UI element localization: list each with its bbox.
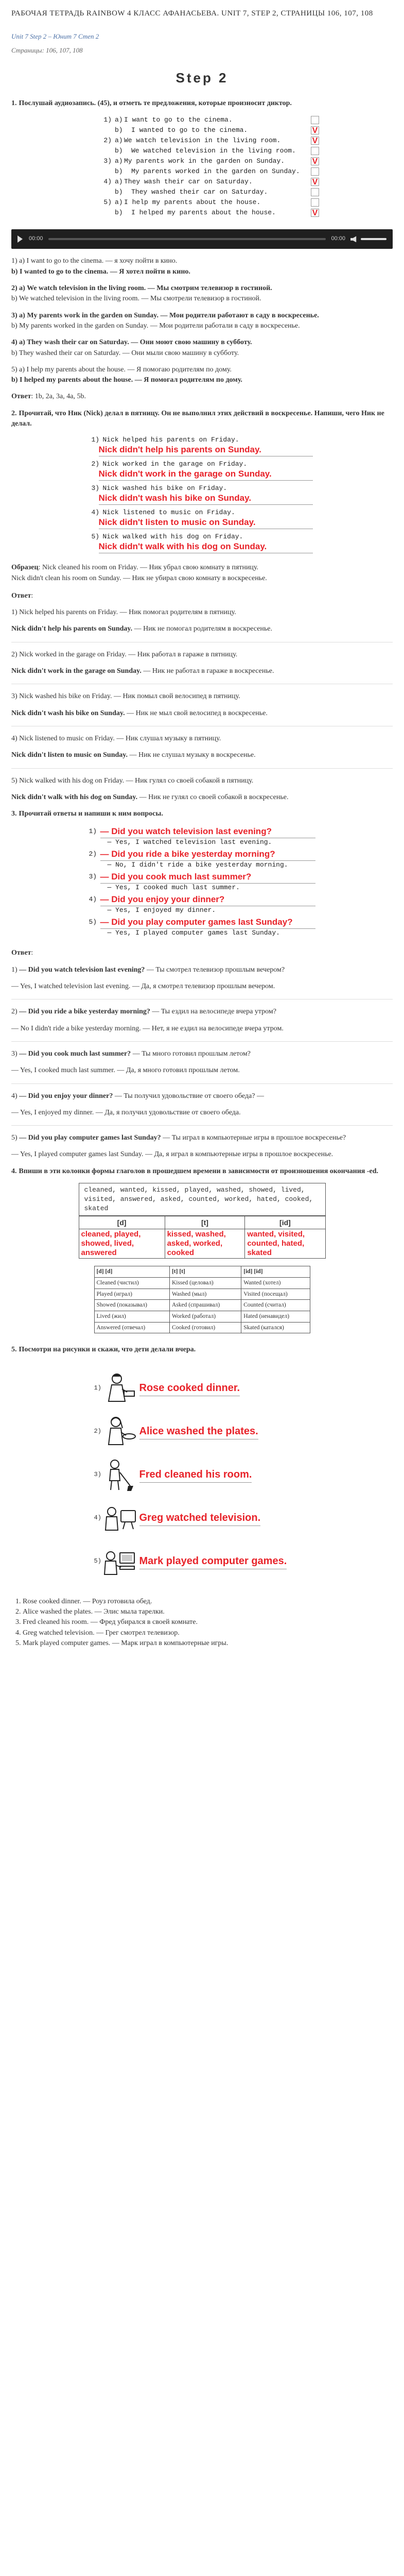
verb-columns xyxy=(79,1216,326,1259)
ex3-question xyxy=(89,893,315,906)
answer-item: 2. Alice washed the plates. — Элис мыла тарелки. xyxy=(23,1607,393,1617)
ex1-item xyxy=(85,115,319,125)
boy-watching-tv-icon xyxy=(101,1500,137,1536)
ex3-answers xyxy=(11,965,393,1160)
answer-bold: Nick didn't listen to music on Sunday. xyxy=(11,751,128,759)
checkbox[interactable]: V xyxy=(311,126,319,134)
ex3-question xyxy=(89,848,315,860)
ex2-prompt xyxy=(92,460,313,469)
answer-question xyxy=(11,1007,393,1017)
answer-translation: — Ты смотрел телевизор прошлым вечером? xyxy=(145,965,285,974)
table-cell: Cooked (готовил) xyxy=(169,1322,241,1333)
table-header: [d] [d] xyxy=(94,1266,169,1278)
written-answer: Nick didn't wash his bike on Sunday. xyxy=(99,493,313,505)
table-cell: Skated (катался) xyxy=(241,1322,310,1333)
item-number: 1) xyxy=(103,116,112,124)
play-icon[interactable] xyxy=(17,235,23,243)
item-letter: a) xyxy=(115,198,123,206)
ex3-question xyxy=(89,871,315,883)
table-cell: Wanted (хотел) xyxy=(241,1277,310,1289)
answer-sentence xyxy=(11,792,393,803)
answer-reply: — Yes, I watched television last evening. — Да, я смотрел телевизор прошлым вечером. xyxy=(11,982,275,991)
written-question: — Did you cook much last summer? xyxy=(100,871,315,884)
answer-item: 1. Rose cooked dinner. — Роуз готовила обед. xyxy=(23,1597,393,1607)
girl-washing-plates-icon xyxy=(101,1414,137,1450)
answer-translation: — Ты играл в компьютерные игры в прошлое воскресенье? xyxy=(161,1134,346,1142)
item-text: Nick washed his bike on Friday. xyxy=(102,484,227,493)
picture-caption: Greg watched television. xyxy=(139,1511,261,1526)
ex1-item xyxy=(85,208,319,218)
item-number: 4) xyxy=(89,895,97,904)
answer-translation: — Ты ездил на велосипеде вчера утром? xyxy=(150,1008,276,1016)
verb-bank: cleaned, wanted, kissed, played, washed, showed, lived, visited, answered, asked, counted, worked, hated, cooked, skated xyxy=(79,1183,326,1216)
item-number: 1) xyxy=(89,827,97,836)
item-number: 4) xyxy=(103,178,112,185)
given-answer: — Yes, I cooked much last summer. xyxy=(107,884,240,892)
audio-current-time: 00:00 xyxy=(29,235,43,242)
ex1-item xyxy=(85,146,319,156)
checkbox[interactable]: V xyxy=(311,157,319,165)
checkbox[interactable]: V xyxy=(311,209,319,217)
page-numbers: Страницы: 106, 107, 108 xyxy=(11,46,83,54)
breadcrumb[interactable]: Unit 7 Step 2 – Юнит 7 Степ 2 xyxy=(11,32,99,40)
given-answer: — Yes, I enjoyed my dinner. xyxy=(107,906,216,914)
answer-question xyxy=(11,1133,393,1143)
answer-item: 4. Greg watched television. — Грег смотрел телевизор. xyxy=(23,1628,393,1638)
answer-prefix: 5) xyxy=(11,1134,20,1142)
ex2-prompt xyxy=(92,508,313,517)
col-t-answers: kissed, washed, asked, worked, cooked xyxy=(165,1229,245,1259)
ex2-answer-label: Ответ: xyxy=(11,591,33,600)
answer-bold: — Did you watch television last evening? xyxy=(19,965,145,974)
answer-prefix: 1) xyxy=(11,965,20,974)
step-heading: Step 2 xyxy=(175,70,229,86)
divider xyxy=(11,1083,393,1084)
ex3-question xyxy=(89,916,315,928)
volume-slider[interactable] xyxy=(361,238,387,240)
item-text: I help my parents about the house. xyxy=(124,198,261,206)
written-question: — Did you enjoy your dinner? xyxy=(100,893,315,907)
answer-question xyxy=(11,1091,393,1101)
item-letter: b) xyxy=(115,167,123,175)
written-answer: Nick didn't work in the garage on Sunday. xyxy=(99,469,313,481)
given-answer: — Yes, I played computer games last Sunday. xyxy=(107,929,280,937)
item-text: They wash their car on Saturday. xyxy=(124,178,253,185)
ex1-answer: Ответ: 1b, 2a, 3a, 4a, 5b. xyxy=(11,393,86,401)
table-row xyxy=(94,1300,310,1311)
item-text: Nick walked with his dog on Friday. xyxy=(102,533,243,541)
checkbox[interactable]: V xyxy=(311,137,319,145)
answer-sentence xyxy=(11,750,393,760)
ex1-item xyxy=(85,197,319,208)
translation-pair xyxy=(11,365,393,386)
item-text: We watch television in the living room. xyxy=(124,137,281,144)
translation-b: b) They washed their car on Saturday. — Они мыли свою машину в субботу. xyxy=(11,349,239,357)
answer-question: 4) Nick listened to music on Friday. — Ник слушал музыку в пятницу. xyxy=(11,734,221,742)
given-answer: — No, I didn't ride a bike yesterday morning. xyxy=(107,861,288,869)
picture-caption: Alice washed the plates. xyxy=(139,1424,258,1439)
checkbox[interactable] xyxy=(311,188,319,196)
answer-reply: — No I didn't ride a bike yesterday morning. — Нет, я не ездил на велосипеде вчера утром. xyxy=(11,1024,284,1032)
translation-a: 1) a) I want to go to the cinema. — я хочу пойти в кино. xyxy=(11,257,178,265)
item-number: 2) xyxy=(103,137,112,144)
picture-item xyxy=(94,1410,310,1453)
table-header: [t] [t] xyxy=(169,1266,241,1278)
answer-bold: — Did you cook much last summer? xyxy=(19,1049,131,1058)
table-cell: Showed (показывал) xyxy=(94,1300,169,1311)
ex5-pictures xyxy=(94,1367,310,1583)
boy-cleaning-icon xyxy=(101,1457,137,1493)
ex1-worksheet xyxy=(85,115,319,218)
ex3-answer-label: Ответ: xyxy=(11,949,33,957)
translation-b: b) I helped my parents about the house. — Я помогал родителям по дому. xyxy=(11,376,242,384)
ex1-item xyxy=(85,177,319,187)
table-cell: Visited (посещал) xyxy=(241,1289,310,1300)
divider xyxy=(11,768,393,769)
translation-b: b) I wanted to go to the cinema. — Я хотел пойти в кино. xyxy=(11,267,190,276)
table-cell: Answered (отвечал) xyxy=(94,1322,169,1333)
answer-bold: — Did you enjoy your dinner? xyxy=(19,1092,113,1100)
table-cell: Asked (спрашивал) xyxy=(169,1300,241,1311)
col-id-answers: wanted, visited, counted, hated, skated xyxy=(245,1229,325,1259)
ex2-answers xyxy=(11,607,393,803)
girl-cooking-icon xyxy=(101,1370,137,1406)
ex1-translations xyxy=(11,256,393,385)
table-cell: Hated (ненавидел) xyxy=(241,1311,310,1322)
checkbox[interactable] xyxy=(311,198,319,207)
answer-bold: — Did you ride a bike yesterday morning? xyxy=(19,1008,150,1016)
table-header: [id] [id] xyxy=(241,1266,310,1278)
table-row xyxy=(94,1289,310,1300)
translation-a: 4) a) They wash their car on Saturday. — Они моют свою машину в субботу. xyxy=(11,338,252,347)
table-row xyxy=(94,1277,310,1289)
translation-pair xyxy=(11,311,393,332)
given-answer: — Yes, I watched television last evening. xyxy=(107,838,272,846)
item-number: 4) xyxy=(94,1514,101,1521)
ex1-item xyxy=(85,125,319,135)
translation-pair xyxy=(11,256,393,277)
table-cell: Washed (мыл) xyxy=(169,1289,241,1300)
written-answer: Nick didn't listen to music on Sunday. xyxy=(99,517,313,529)
item-number: 5) xyxy=(91,533,100,541)
answer-sentence xyxy=(11,666,393,676)
answer-question xyxy=(11,1049,393,1059)
item-text: We watched television in the living room. xyxy=(131,147,296,155)
answer-sentence xyxy=(11,708,393,719)
item-number: 5) xyxy=(94,1557,101,1565)
item-number: 1) xyxy=(94,1384,101,1392)
ex1-item xyxy=(85,166,319,177)
answer-translation: — Ник не гулял со своей собакой в воскресенье. xyxy=(137,793,289,801)
answer-translation: — Ты получил удовольствие от своего обеда? — xyxy=(113,1092,264,1100)
table-cell: Played (играл) xyxy=(94,1289,169,1300)
item-letter: a) xyxy=(115,137,123,144)
checkbox[interactable] xyxy=(311,147,319,155)
divider xyxy=(11,1125,393,1126)
written-answer: Nick didn't walk with his dog on Sunday. xyxy=(99,541,313,553)
ex4-title: 4. Впиши в эти колонки формы глаголов в прошедшем времени в зависимости от произношения окончания -ed. xyxy=(11,1167,378,1175)
translation-b: b) My parents worked in the garden on Sunday. — Мои родители работали в саду в воскресенье. xyxy=(11,321,300,330)
translation-a: 2) a) We watch television in the living room. — Мы смотрим телевизор в гостиной. xyxy=(11,284,272,293)
ex4-worksheet xyxy=(79,1183,326,1259)
table-cell: Counted (считал) xyxy=(241,1300,310,1311)
item-text: My parents worked in the garden on Sunday. xyxy=(131,167,300,175)
ex2-prompt xyxy=(92,435,313,445)
picture-caption: Fred cleaned his room. xyxy=(139,1467,252,1483)
ex2-title: 2. Прочитай, что Ник (Nick) делал в пятницу. Он не выполнил этих действий в воскресенье. Напиши, чего Ник не делал. xyxy=(11,409,384,428)
answer-bold: — Did you play computer games last Sunday? xyxy=(19,1134,161,1142)
answer-reply: — Yes, I cooked much last summer. — Да, я много готовил прошлым летом. xyxy=(11,1066,240,1075)
picture-item xyxy=(94,1540,310,1583)
answer-question xyxy=(11,965,393,975)
item-text: Nick listened to music on Friday. xyxy=(102,509,235,517)
col-d-answers: cleaned, played, showed, lived, answered xyxy=(79,1229,165,1259)
written-question: — Did you ride a bike yesterday morning? xyxy=(100,848,315,861)
item-number: 2) xyxy=(89,850,97,858)
item-number: 5) xyxy=(103,198,112,206)
answer-item: 5. Mark played computer games. — Марк играл в компьютерные игры. xyxy=(23,1638,393,1649)
item-number: 3) xyxy=(94,1470,101,1478)
answer-translation: — Ты много готовил прошлым летом? xyxy=(131,1049,251,1058)
answer-bold: Nick didn't work in the garage on Sunday. xyxy=(11,667,142,675)
col-header-t: [t] xyxy=(165,1216,245,1229)
table-cell: Lived (жил) xyxy=(94,1311,169,1322)
divider xyxy=(11,1041,393,1042)
answer-translation: — Ник не слушал музыку в воскресенье. xyxy=(128,751,256,759)
checkbox[interactable] xyxy=(311,116,319,124)
answer-bold: Nick didn't walk with his dog on Sunday. xyxy=(11,793,138,801)
ex3-title: 3. Прочитай ответы и напиши к ним вопросы. xyxy=(11,810,163,818)
answer-translation: — Ник не помогал родителям в воскресенье. xyxy=(132,625,272,633)
item-number: 3) xyxy=(91,484,100,493)
ex1-item xyxy=(85,156,319,166)
item-number: 2) xyxy=(94,1427,101,1435)
answer-sentence xyxy=(11,624,393,634)
answer-question: 3) Nick washed his bike on Friday. — Ник помыл свой велосипед в пятницу. xyxy=(11,692,240,701)
audio-duration: 00:00 xyxy=(331,235,345,242)
answer-prefix: 2) xyxy=(11,1008,20,1016)
ex1-item xyxy=(85,187,319,197)
picture-item xyxy=(94,1497,310,1540)
item-letter: a) xyxy=(115,178,123,185)
translation-pair xyxy=(11,283,393,304)
item-text: Nick helped his parents on Friday. xyxy=(102,436,239,444)
item-letter: b) xyxy=(115,188,123,196)
answer-prefix: 3) xyxy=(11,1049,20,1058)
item-number: 4) xyxy=(91,509,100,517)
table-cell: Worked (работал) xyxy=(169,1311,241,1322)
picture-item xyxy=(94,1453,310,1497)
answer-item: 3. Fred cleaned his room. — Фред убирался в своей комнате. xyxy=(23,1617,393,1628)
picture-item xyxy=(94,1367,310,1410)
item-number: 3) xyxy=(103,157,112,165)
written-question: — Did you play computer games last Sunday? xyxy=(100,916,315,929)
item-number: 2) xyxy=(91,460,100,468)
item-text: I wanted to go to the cinema. xyxy=(131,126,248,134)
answer-question: 5) Nick walked with his dog on Friday. — Ник гулял со своей собакой в пятницу. xyxy=(11,776,254,785)
col-header-d: [d] xyxy=(79,1216,165,1229)
ex3-question xyxy=(89,825,315,838)
item-text: I want to go to the cinema. xyxy=(124,116,233,124)
table-header-row xyxy=(94,1266,310,1278)
item-text: They washed their car on Saturday. xyxy=(131,188,268,196)
item-text: My parents work in the garden on Sunday. xyxy=(124,157,285,165)
item-text: I helped my parents about the house. xyxy=(131,209,276,216)
translation-a: 3) a) My parents work in the garden on Sunday. — Мои родители работают в саду в воскресенье. xyxy=(11,311,319,319)
answer-translation: — Ник не мыл свой велосипед в воскресенье. xyxy=(125,709,268,717)
ex4-summary-table xyxy=(94,1266,310,1333)
item-letter: b) xyxy=(115,147,123,155)
ex2-prompt xyxy=(92,484,313,493)
checkbox[interactable]: V xyxy=(311,178,319,186)
ex2-worksheet xyxy=(92,435,313,553)
ex3-worksheet xyxy=(89,825,315,939)
answer-bold: Nick didn't help his parents on Sunday. xyxy=(11,625,133,633)
ex2-prompt xyxy=(92,532,313,541)
translation-pair xyxy=(11,337,393,359)
page-title: РАБОЧАЯ ТЕТРАДЬ RAINBOW 4 КЛАСС АФАНАСЬЕВА. UNIT 7, STEP 2, СТРАНИЦЫ 106, 107, 108 xyxy=(11,9,373,18)
ex5-answers xyxy=(11,1597,393,1649)
answer-bold: Nick didn't wash his bike on Sunday. xyxy=(11,709,125,717)
answer-question: 1) Nick helped his parents on Friday. — Ник помогал родителям в пятницу. xyxy=(11,608,236,617)
table-row xyxy=(94,1322,310,1333)
ex2-example: Образец: Nick cleaned his room on Friday. — Ник убрал свою комнату в пятницу. Nick didn't clean his room on Sunday. — Ник не убирал свою комнату в воскресенье. xyxy=(11,564,267,582)
item-number: 3) xyxy=(89,873,97,881)
table-cell: Cleaned (чистил) xyxy=(94,1277,169,1289)
item-letter: b) xyxy=(115,209,123,216)
col-header-id: [id] xyxy=(245,1216,325,1229)
audio-player[interactable] xyxy=(11,229,393,249)
boy-computer-icon xyxy=(101,1544,137,1580)
answer-translation: — Ник не работал в гараже в воскресенье. xyxy=(141,667,274,675)
picture-caption: Mark played computer games. xyxy=(139,1554,287,1569)
written-answer: Nick didn't help his parents on Sunday. xyxy=(99,445,313,456)
answer-reply: — Yes, I enjoyed my dinner. — Да, я получил удовольствие от своего обеда. xyxy=(11,1108,241,1116)
translation-b: b) We watched television in the living room. — Мы смотрели телевизор в гостиной. xyxy=(11,295,261,303)
checkbox[interactable] xyxy=(311,167,319,176)
item-text: Nick worked in the garage on Friday. xyxy=(102,460,248,468)
ex1-item xyxy=(85,135,319,146)
audio-progress-bar[interactable] xyxy=(48,238,326,240)
item-number: 1) xyxy=(91,436,100,444)
table-row xyxy=(94,1311,310,1322)
picture-caption: Rose cooked dinner. xyxy=(139,1381,240,1396)
ex5-title: 5. Посмотри на рисунки и скажи, что дети делали вчера. xyxy=(11,1346,196,1354)
item-letter: a) xyxy=(115,157,123,165)
item-letter: b) xyxy=(115,126,123,134)
answer-prefix: 4) xyxy=(11,1092,20,1100)
answer-question: 2) Nick worked in the garage on Friday. — Ник работал в гараже в пятницу. xyxy=(11,650,238,658)
item-letter: a) xyxy=(115,116,123,124)
answer-reply: — Yes, I played computer games last Sunday. — Да, я играл в компьютерные игры в прошлое воскресенье. xyxy=(11,1150,333,1159)
translation-a: 5) a) I help my parents about the house. — Я помогаю родителям по дому. xyxy=(11,365,232,374)
ex1-title: 1. Послушай аудиозапись. (45), и отметь те предложения, которые произносит диктор. xyxy=(11,99,292,108)
volume-icon[interactable] xyxy=(350,236,358,242)
item-number: 5) xyxy=(89,918,97,926)
written-question: — Did you watch television last evening? xyxy=(100,825,315,839)
table-cell: Kissed (целовал) xyxy=(169,1277,241,1289)
